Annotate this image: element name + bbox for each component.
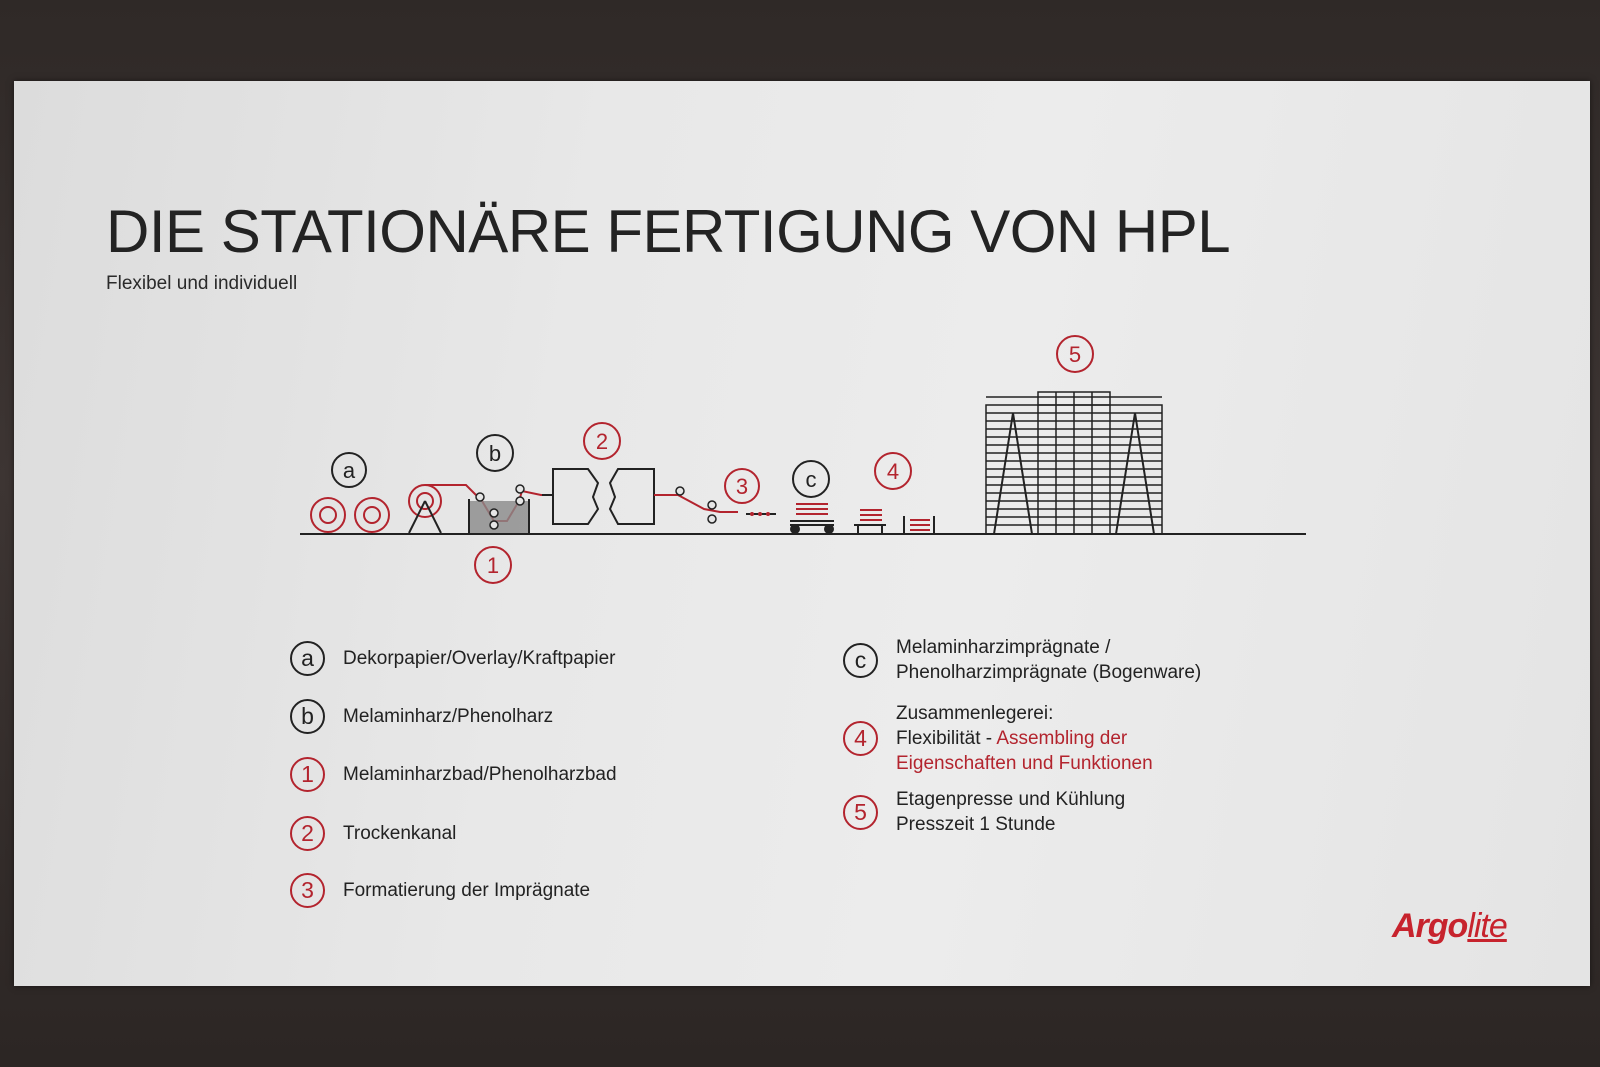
- legend-item-4: [843, 701, 1153, 776]
- legend-line: Zusammenlegerei:: [896, 703, 1054, 724]
- label-1: 1: [486, 553, 500, 578]
- process-diagram: [14, 81, 1590, 986]
- legend-text: Melaminharz/Phenolharz: [343, 706, 554, 727]
- label-a: a: [342, 458, 356, 483]
- legend-badge: a: [290, 641, 325, 676]
- label-c: c: [805, 467, 817, 492]
- logo-part1: Argo: [1392, 907, 1468, 945]
- legend-item-1: [290, 757, 617, 792]
- label-3: 3: [735, 474, 749, 499]
- legend-text: Formatierung der Imprägnate: [343, 880, 591, 901]
- legend-badge: 3: [290, 873, 325, 908]
- label-5: 5: [1068, 342, 1082, 367]
- legend-line: [896, 726, 1153, 751]
- legend-item-2: [290, 816, 456, 851]
- slide-title: DIE STATIONÄRE FERTIGUNG VON HPL: [106, 198, 1231, 265]
- legend-text: Melaminharzbad/Phenolharzbad: [343, 764, 617, 785]
- legend-text: Dekorpapier/Overlay/Kraftpapier: [343, 648, 616, 669]
- legend-text: [896, 701, 1153, 776]
- legend-badge: 5: [843, 795, 878, 830]
- collation-table-icon: [854, 510, 934, 534]
- legend-text: Trockenkanal: [343, 823, 457, 844]
- resin-bath-icon: [469, 485, 529, 534]
- legend-text: [896, 635, 1201, 685]
- legend-badge: b: [290, 699, 325, 734]
- legend-item-5: [843, 787, 1125, 837]
- label-2: 2: [595, 429, 609, 454]
- legend-badge: 1: [290, 757, 325, 792]
- legend-line: Etagenpresse und Kühlung: [896, 789, 1126, 810]
- legend-text: [896, 787, 1125, 837]
- legend-item-b: [290, 699, 553, 734]
- legend-line-highlight: Eigenschaften und Funktionen: [896, 753, 1153, 774]
- multi-daylight-press-icon: [986, 392, 1162, 534]
- argolite-logo: [1392, 907, 1507, 946]
- legend-line: Phenolharzimprägnate (Bogenware): [896, 662, 1202, 683]
- legend-badge: c: [843, 643, 878, 678]
- legend-item-3: [290, 873, 590, 908]
- drying-channel-icon: [542, 469, 674, 524]
- label-4: 4: [886, 459, 900, 484]
- slide-subtitle: Flexibel und individuell: [106, 273, 298, 294]
- presentation-slide: [14, 81, 1590, 986]
- legend-line: Presszeit 1 Stunde: [896, 814, 1056, 835]
- legend-line-prefix: Flexibilität -: [896, 728, 997, 749]
- legend-badge: 2: [290, 816, 325, 851]
- legend-line-highlight: Assembling der: [996, 728, 1128, 749]
- label-b: b: [488, 441, 502, 466]
- legend-item-c: [843, 635, 1201, 685]
- logo-part2: lite: [1467, 907, 1507, 945]
- sheet-cart-icon: [790, 504, 834, 534]
- paper-rolls-icon: [311, 498, 389, 532]
- legend-line: Melaminharzimprägnate /: [896, 637, 1111, 658]
- legend-item-a: [290, 641, 615, 676]
- legend-badge: 4: [843, 721, 878, 756]
- unwinder-icon: [409, 485, 441, 533]
